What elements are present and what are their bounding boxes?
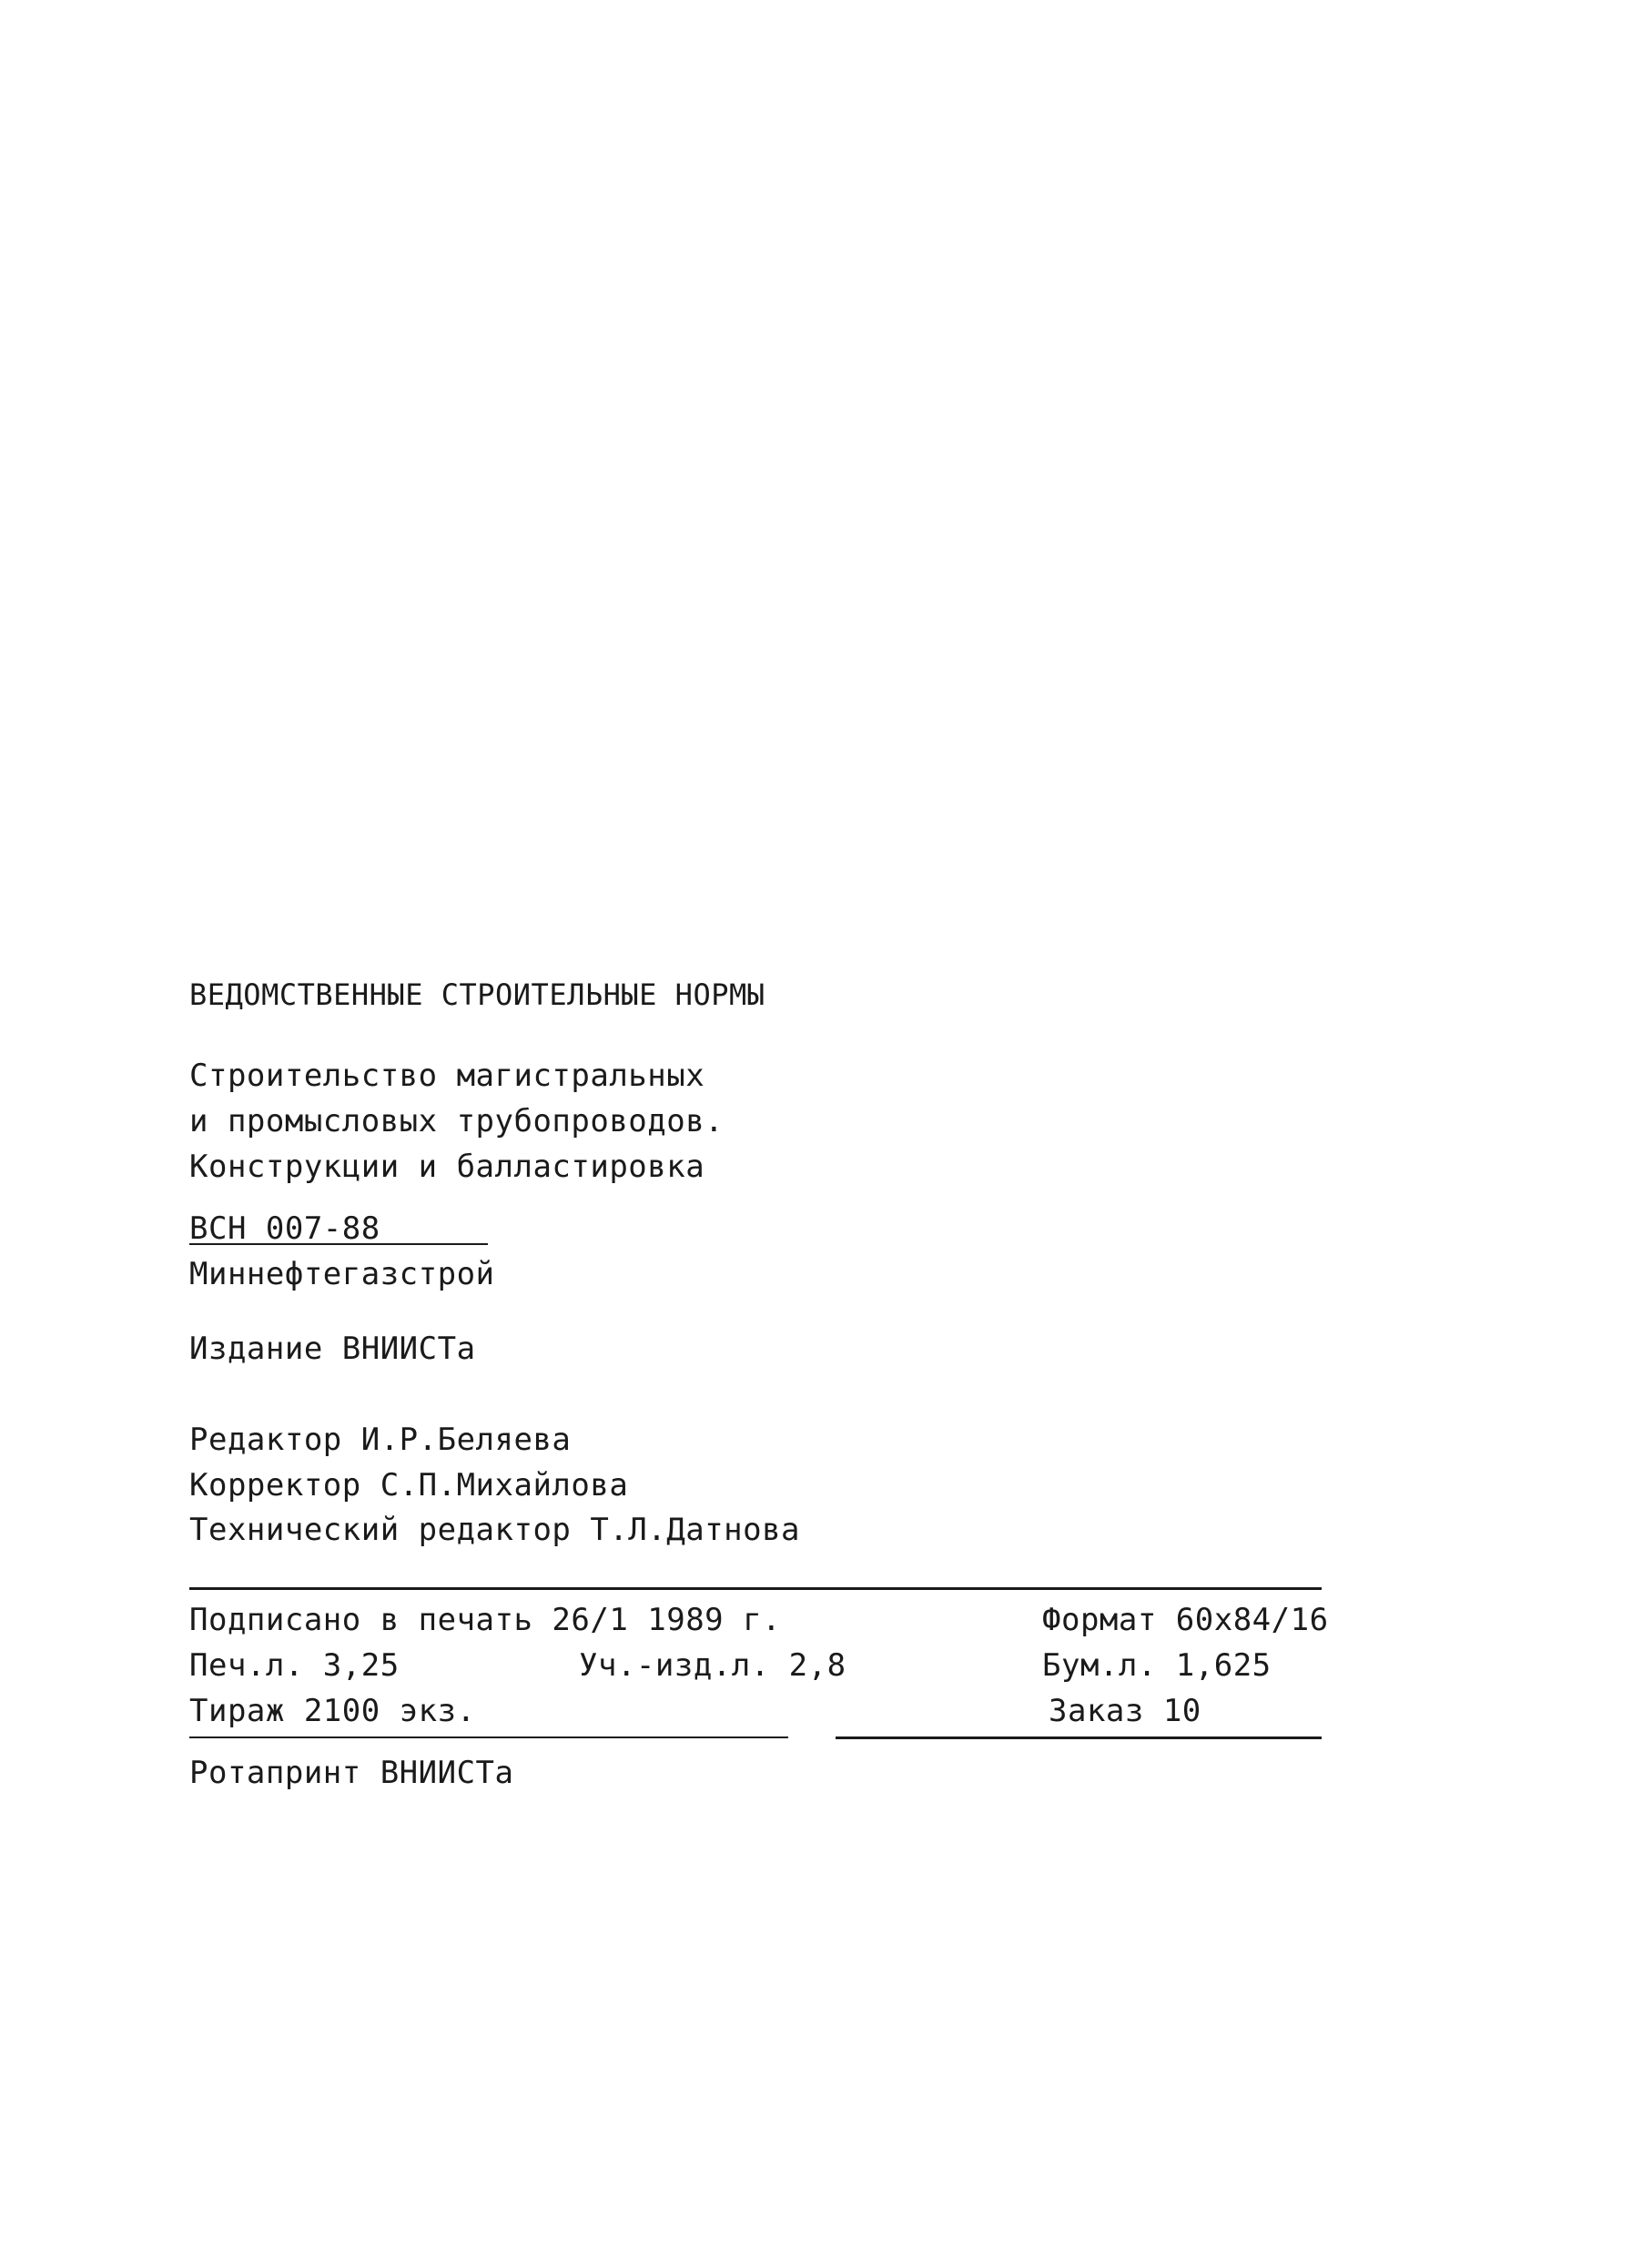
paper-sheets: Бум.л. 1,625 [1042,1647,1272,1684]
printer-line: Ротапринт ВНИИСТа [189,1755,514,1791]
title-line-2: и промысловых трубопроводов. [189,1103,725,1139]
tech-editor-credit: Технический редактор Т.Л.Датнова [189,1512,801,1548]
print-sheets: Печ.л. 3,25 [189,1647,400,1684]
imprint-bottom-rule-left [189,1736,788,1738]
publishing-sheets: Уч.-изд.л. 2,8 [579,1647,846,1684]
title-line-3: Конструкции и балластировка [189,1149,705,1185]
publisher-line: Издание ВНИИСТа [189,1331,476,1367]
paper-format: Формат 60x84/16 [1042,1602,1329,1638]
imprint-bottom-rule-right [836,1736,1322,1739]
imprint-top-rule [189,1587,1322,1590]
document-code: ВСН 007-88 [189,1210,380,1247]
code-underline [189,1243,488,1245]
corrector-credit: Корректор С.П.Михайлова [189,1467,629,1504]
title-line-1: Строительство магистральных [189,1058,705,1094]
order-number: Заказ 10 [1049,1693,1201,1729]
series-title: ВЕДОМСТВЕННЫЕ СТРОИТЕЛЬНЫЕ НОРМЫ [189,977,765,1012]
agency-name: Миннефтегазстрой [189,1256,495,1292]
print-run: Тираж 2100 экз. [189,1693,476,1729]
editor-credit: Редактор И.Р.Беляева [189,1422,572,1458]
signed-for-print: Подписано в печать 26/1 1989 г. [189,1602,782,1638]
